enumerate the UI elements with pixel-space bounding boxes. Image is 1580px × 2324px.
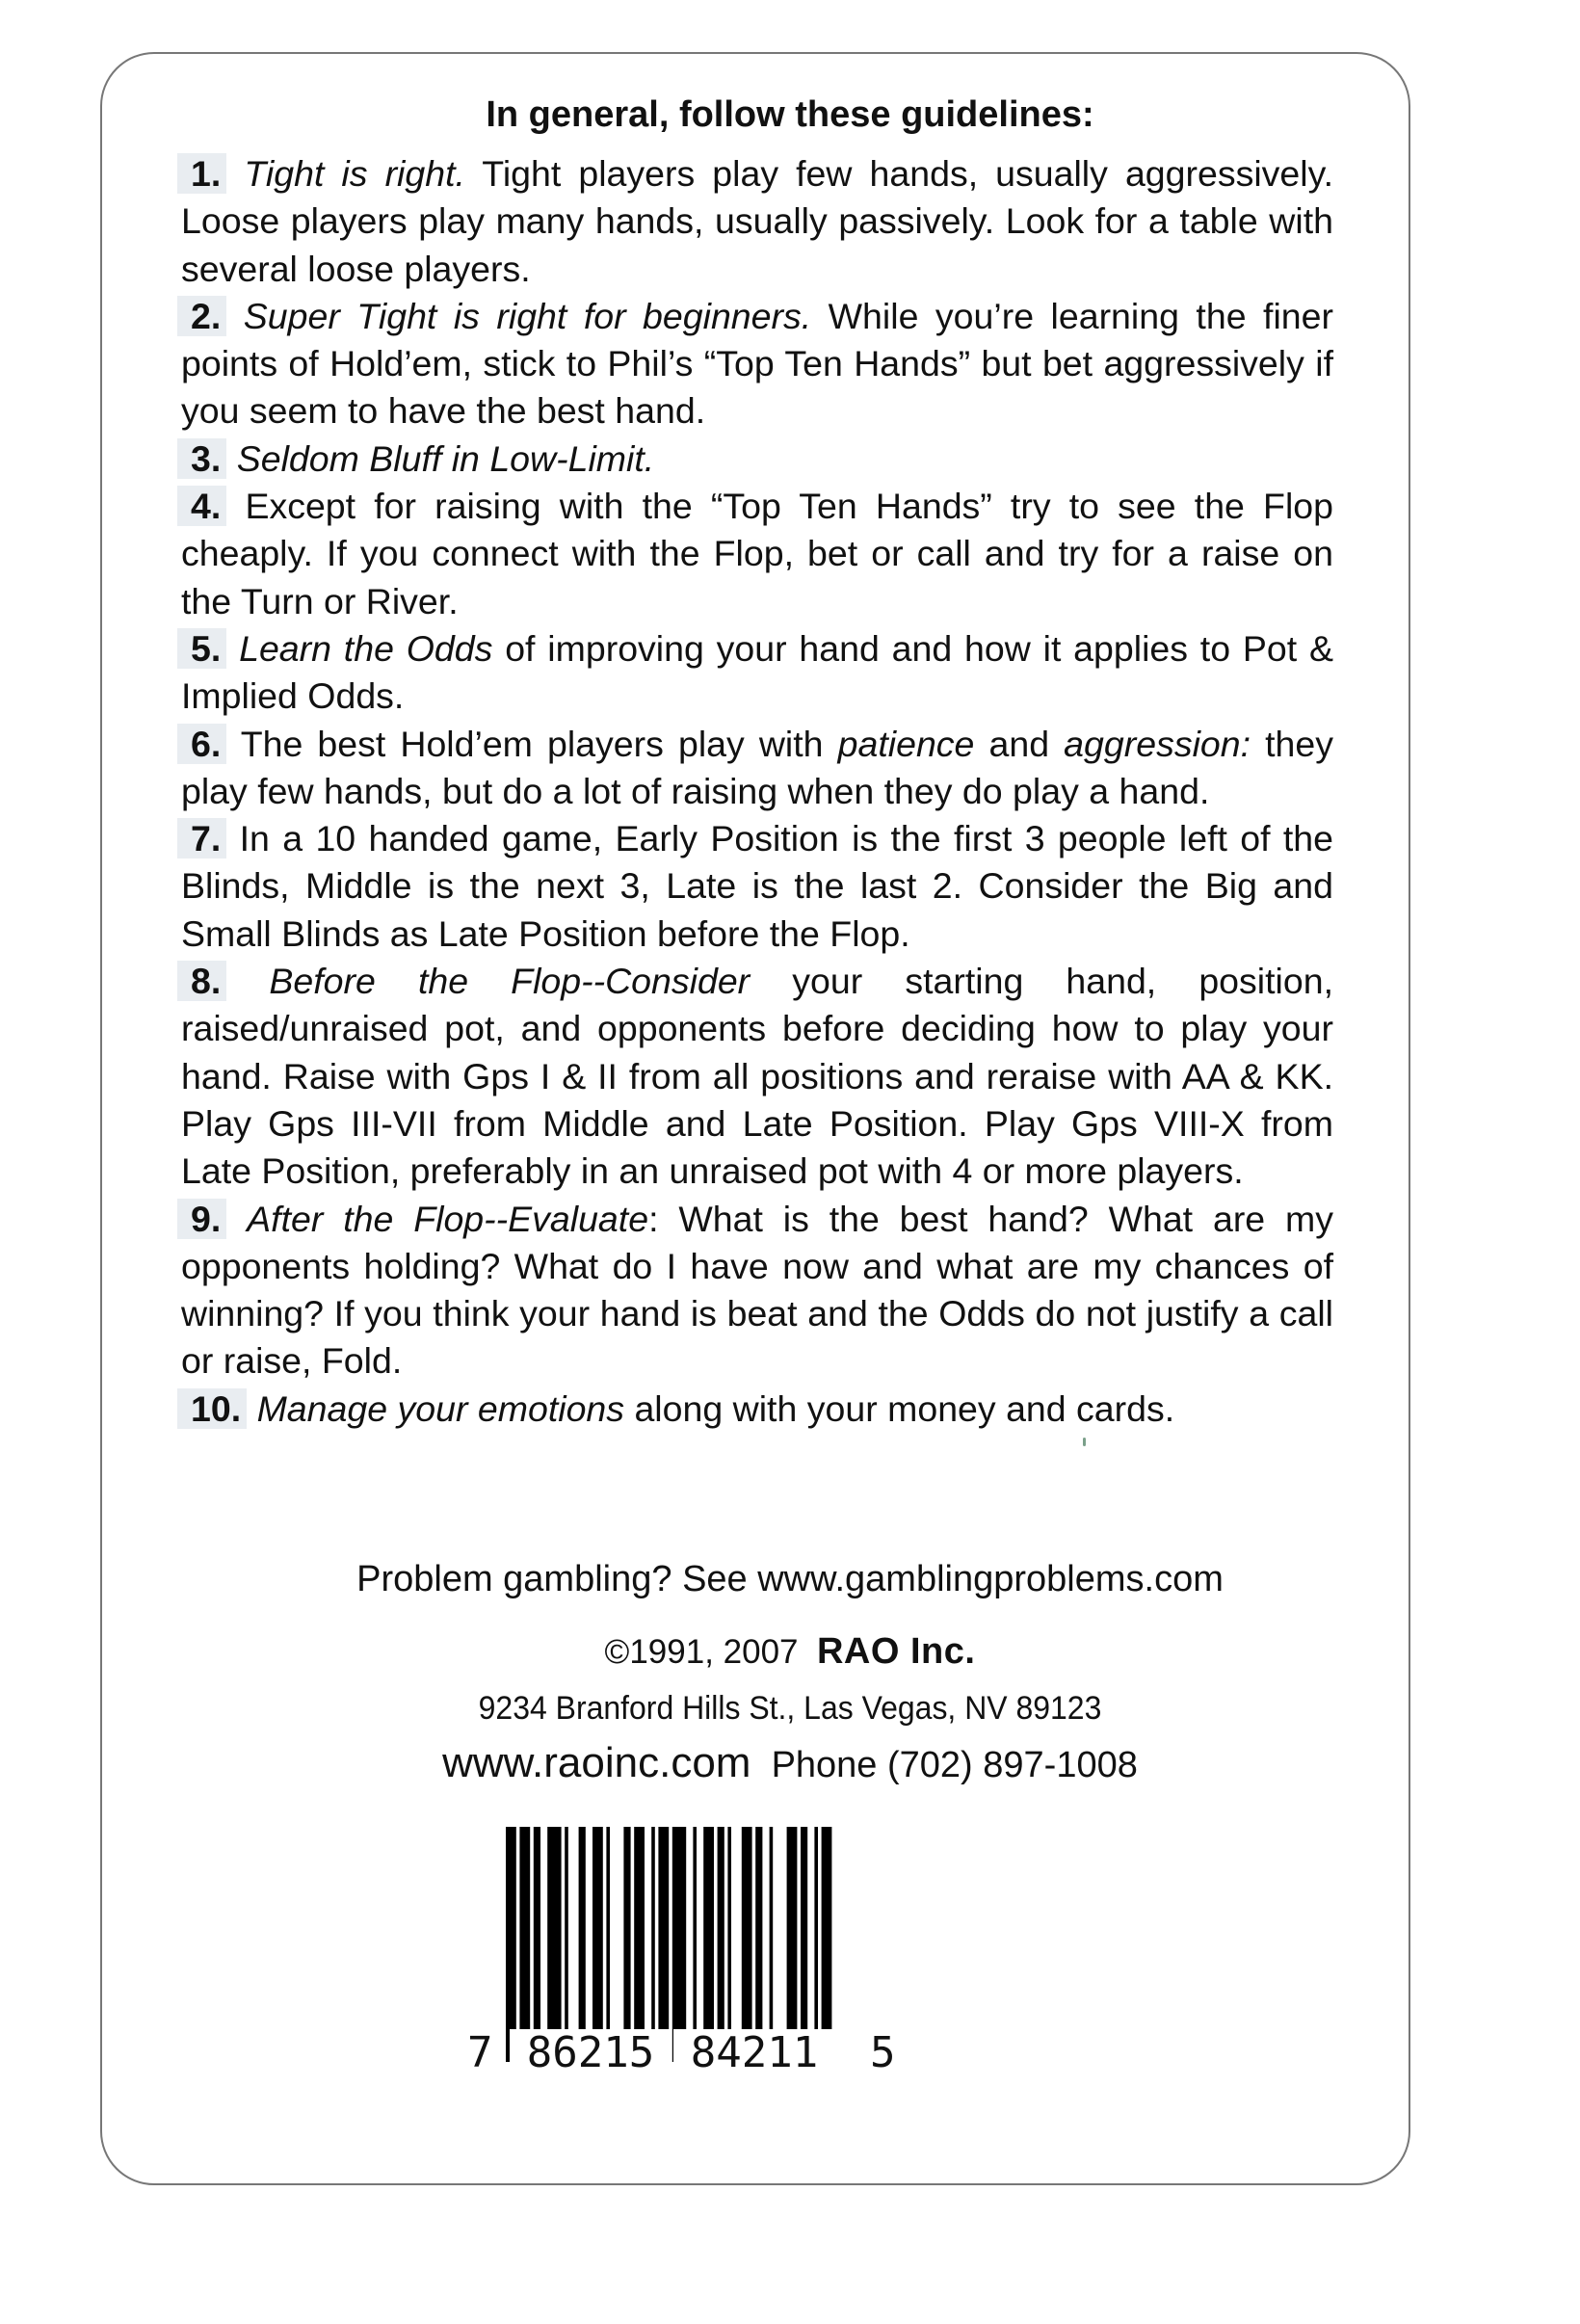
problem-gambling-notice: Problem gambling? See www.gamblingproblems.com <box>356 1559 1224 1599</box>
barcode-right-digits: 84211 <box>673 2029 835 2077</box>
guideline-text: and <box>974 723 1065 764</box>
guideline-item <box>181 1386 1333 1433</box>
guideline-item <box>181 1196 1333 1386</box>
barcode-bar <box>547 1827 561 2031</box>
guideline-number: 4. <box>177 486 226 526</box>
guidelines-heading: In general, follow these guidelines: <box>486 94 1094 135</box>
barcode-bar <box>718 1827 724 2031</box>
contact-line <box>0 1740 1580 1788</box>
guideline-item <box>181 815 1333 958</box>
barcode-bar <box>651 1827 655 2031</box>
barcode-bar <box>755 1827 762 2031</box>
barcode-last-digit: 5 <box>870 2028 896 2077</box>
barcode-bar <box>742 1827 752 2031</box>
guideline-number: 5. <box>177 628 226 669</box>
guideline-text: your starting hand, position, raised/unraised pot, and opponents before deciding how to play your hand. Raise with Gps I & II from all positions and reraise with AA & KK. Play Gps III-VII from Middle and Late Position. Play Gps VIII-X from Late Position, preferably in an unraised pot with 4 or more players. <box>181 961 1333 1192</box>
barcode-bar <box>672 1827 686 2062</box>
guideline-emphasis: Seldom Bluff in Low-Limit. <box>236 437 655 479</box>
copyright-years: ©1991, 2007 <box>604 1633 799 1671</box>
print-speck <box>1083 1438 1086 1446</box>
company-name: RAO Inc. <box>816 1631 976 1672</box>
guideline-emphasis: aggression: <box>1064 723 1251 764</box>
guideline-text: Tight players play few hands, usually aggressively. Loose players play many hands, usually passively. Look for a table with several loose players. <box>181 153 1334 289</box>
guideline-item <box>181 293 1333 436</box>
barcode-bar <box>822 1827 832 2062</box>
guideline-emphasis: Before the Flop--Consider <box>269 961 750 1002</box>
guideline-emphasis: Super Tight is right for beginners. <box>243 295 812 336</box>
barcode-bar <box>519 1827 530 2062</box>
guidelines-list <box>181 150 1333 1433</box>
guideline-emphasis: Tight is right. <box>244 153 465 194</box>
barcode-left-digits: 86215 <box>510 2029 672 2077</box>
guideline-text: The best Hold’em players play with <box>240 723 838 764</box>
guideline-emphasis: Manage your emotions <box>256 1387 625 1429</box>
barcode-first-digit: 7 <box>467 2028 493 2077</box>
company-website: www.raoinc.com <box>442 1739 751 1786</box>
barcode-bar <box>814 1827 818 2062</box>
company-address: 9234 Branford Hills St., Las Vegas, NV 89123 <box>478 1690 1102 1727</box>
guideline-number: 9. <box>177 1199 226 1239</box>
guideline-number: 1. <box>177 153 226 194</box>
barcode-bar <box>506 1827 516 2062</box>
guideline-item <box>181 625 1333 721</box>
barcode-bar <box>592 1827 603 2031</box>
guideline-text: While you’re learning the finer points of Hold’em, stick to Phil’s “Top Ten Hands” but bet aggressively if you seem to have the best hand. <box>181 295 1333 432</box>
guideline-text: of improving your hand and how it applies to Pot & Implied Odds. <box>181 627 1333 717</box>
barcode-bar <box>623 1827 630 2031</box>
barcode-bar <box>703 1827 714 2031</box>
barcode <box>467 1821 1045 2091</box>
copyright-line <box>0 1630 1580 1674</box>
guideline-text: they play few hands, but do a lot of raising when they do play a hand. <box>181 723 1333 811</box>
guideline-text: Except for raising with the “Top Ten Hands” try to see the Flop cheaply. If you connect with the Flop, bet or call and try for a raise on the Turn or River. <box>181 486 1333 621</box>
guideline-number: 2. <box>177 296 226 336</box>
guideline-number: 7. <box>177 818 226 858</box>
guideline-text: In a 10 handed game, Early Position is the first 3 people left of the Blinds, Middle is the next 3, Late is the last 2. Consider the Big and Small Blinds as Late Position before the Flop. <box>181 818 1333 954</box>
barcode-bar <box>606 1827 610 2031</box>
guideline-item <box>181 721 1333 816</box>
barcode-bar <box>658 1827 669 2031</box>
guideline-number: 10. <box>177 1388 247 1429</box>
guideline-item <box>181 436 1333 483</box>
barcode-bar <box>770 1827 774 2031</box>
barcode-bar <box>579 1827 586 2031</box>
guideline-number: 3. <box>177 438 226 479</box>
guideline-text: : What is the best hand? What are my opponents holding? What do I have now and what are my chances of winning? If you think your hand is beat and the Odds do not justify a call or raise, Fold. <box>181 1198 1334 1382</box>
barcode-bar <box>565 1827 568 2031</box>
barcode-bar <box>801 1827 807 2031</box>
guideline-number: 6. <box>177 724 226 764</box>
barcode-bar <box>534 1827 540 2031</box>
guideline-emphasis: After the Flop--Evaluate <box>247 1198 649 1239</box>
company-phone: Phone (702) 897-1008 <box>771 1745 1138 1785</box>
barcode-bar <box>787 1827 798 2031</box>
guideline-text: along with your money and cards. <box>624 1387 1175 1429</box>
barcode-bar <box>693 1827 697 2031</box>
guideline-number: 8. <box>177 961 226 1001</box>
guideline-item <box>181 150 1333 293</box>
barcode-bar <box>634 1827 645 2031</box>
guideline-item <box>181 483 1333 625</box>
guideline-emphasis: Learn the Odds <box>239 627 493 669</box>
guideline-item <box>181 958 1333 1195</box>
guideline-emphasis: patience <box>837 723 975 764</box>
barcode-bar <box>727 1827 731 2031</box>
